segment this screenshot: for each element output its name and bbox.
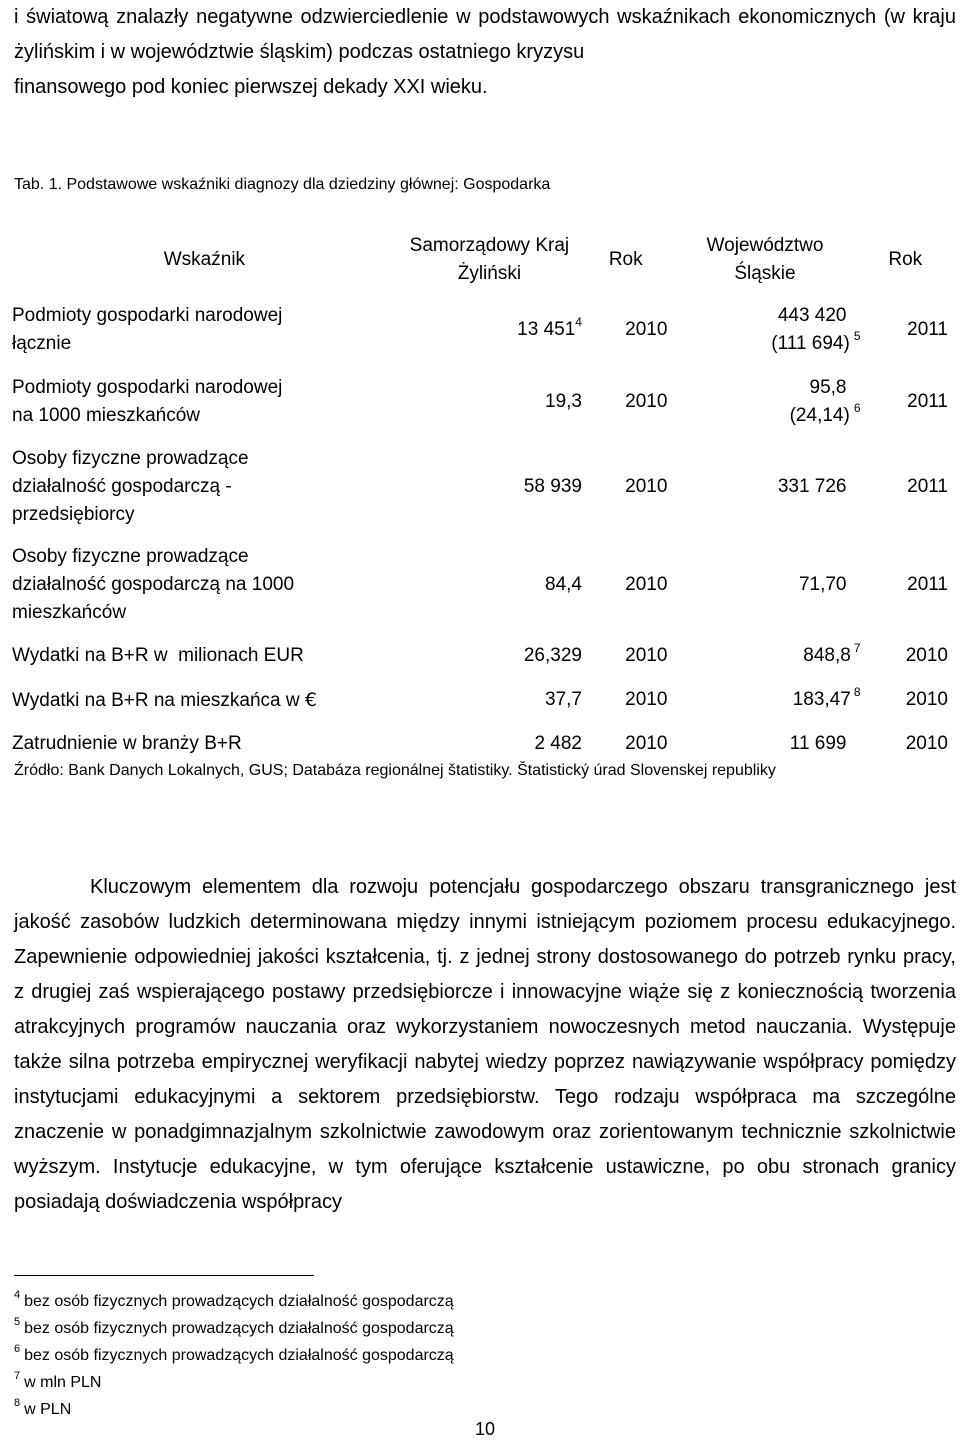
row-value-region1: 37,7 [545,689,582,710]
table-row [12,678,952,722]
table-source: Źródło: Bank Danych Lokalnych, GUS; Databáza regionálnej štatistiky. Štatistický úrad Slovenskej republiky [14,762,776,779]
table-header-row [12,226,952,294]
row-value-region2: 331 726 [777,476,847,497]
table-row [12,366,952,438]
row-label: Podmioty gospodarki narodowej na 1000 mieszkańców [12,377,283,426]
row-year1: 2010 [625,645,668,666]
row-label: Wydatki na B+R na mieszkańca w € [12,688,317,711]
footnote: $^5$ bez osób fizycznych prowadzących działalność gospodarczą [14,1316,454,1337]
row-year1: 2010 [625,391,668,412]
indicators-table [12,226,952,766]
row-value-region1: 58 939 [523,476,582,497]
row-value-region2: 183,47 $^8$ [792,685,861,710]
row-year1: 2010 [625,476,668,497]
table-row [12,438,952,536]
footnote-separator [14,1275,314,1276]
row-value-region1: 26,329 [523,645,582,666]
row-value-region1: 84,4 [545,574,582,595]
page-number: 10 [475,1419,496,1439]
row-label: Podmioty gospodarki narodowej łącznie [12,305,283,354]
row-label: Osoby fizyczne prowadzące działalność gospodarczą - przedsiębiorcy [12,448,249,525]
table-row [12,722,952,766]
row-year2: 2011 [907,476,948,497]
table-row [12,536,952,634]
body-paragraph: Kluczowym elementem dla rozwoju potencjału gospodarczego obszaru transgranicznego jest jakość zasobów ludzkich determinowana między innymi istniejącym poziomem procesu edukacyjnego. Zapewnienie odpowiedniej jakości kształcenia, tj. z jednej strony dostosowanego do potrzeb rynku pracy, z drugiej zaś wspierającego postawy przedsiębiorcze i innowacyjne wiąże się z koniecznością tworzenia atrakcyjnych programów nauczania oraz wykorzystaniem nowoczesnych metod nauczania. Występuje także silna potrzeba empirycznej weryfikacji nabytej wiedzy poprzez nawiązywanie współpracy pomiędzy instytucjami edukacyjnymi a sektorem przedsiębiorstw. Tego rodzaju współpraca ma szczególne znaczenie w ponadgimnazjalnym szkolnictwie zawodowym oraz zorientowanym technicznie szkolnictwie wyższym. Instytucje edukacyjne, w tym oferujące kształcenie ustawiczne, po obu stronach granicy posiadają doświadczenia współpracy [14,876,956,1213]
row-year2: 2011 [907,319,948,340]
row-label: Zatrudnienie w branży B+R [12,733,242,754]
header-year1: Rok [608,249,643,270]
row-year2: 2011 [907,391,948,412]
footnote: $^4$ bez osób fizycznych prowadzących działalność gospodarczą [14,1289,454,1310]
header-indicator: Wskaźnik [163,249,246,270]
row-year1: 2010 [625,574,668,595]
intro-line-1: i światową znalazły negatywne odzwierciedlenie w podstawowych wskaźnikach ekonomicznych (w kraju żylińskim i w województwie śląskim) podczas ostatniego kryzysu [14,6,956,63]
row-year2: 2011 [907,574,948,595]
row-value-region2: 95,8 (24,14) $^6$ [789,377,861,426]
table-row [12,294,952,366]
intro-paragraph [14,0,956,105]
row-year1: 2010 [625,689,668,710]
header-region2: Województwo Śląskie [706,235,824,284]
footnote: $^7$ w mln PLN [14,1370,102,1391]
row-year1: 2010 [625,733,668,754]
footnote: $^8$ w PLN [14,1397,72,1418]
row-label: Osoby fizyczne prowadzące działalność gospodarczą na 1000 mieszkańców [12,546,295,623]
footnotes [14,1288,454,1423]
row-value-region2: 11 699 [789,733,847,754]
table-row [12,634,952,678]
row-year2: 2010 [905,733,948,754]
row-value-region2: 848,8 $^7$ [803,641,861,666]
footnote: $^6$ bez osób fizycznych prowadzących działalność gospodarczą [14,1343,454,1364]
intro-line-2: finansowego pod koniec pierwszej dekady XXI wieku. [14,76,488,98]
row-value-region1: 19,3 [545,391,582,412]
row-year1: 2010 [625,319,668,340]
table-caption: Tab. 1. Podstawowe wskaźniki diagnozy dla dziedziny głównej: Gospodarka [14,176,551,193]
row-label: Wydatki na B+R w milionach EUR [12,645,304,666]
row-year2: 2010 [905,645,948,666]
header-region1: Samorządowy Kraj Żyliński [409,235,570,284]
header-year2: Rok [888,249,923,270]
row-value-region1: 13 $451^4$ [517,315,582,340]
euro-symbol: € [304,688,317,711]
row-value-region1: 2 482 [534,733,582,754]
row-value-region2: 71,70 [798,574,847,595]
row-value-region2: 443 420 (111 694) $^5$ [771,305,861,354]
row-year2: 2010 [905,689,948,710]
